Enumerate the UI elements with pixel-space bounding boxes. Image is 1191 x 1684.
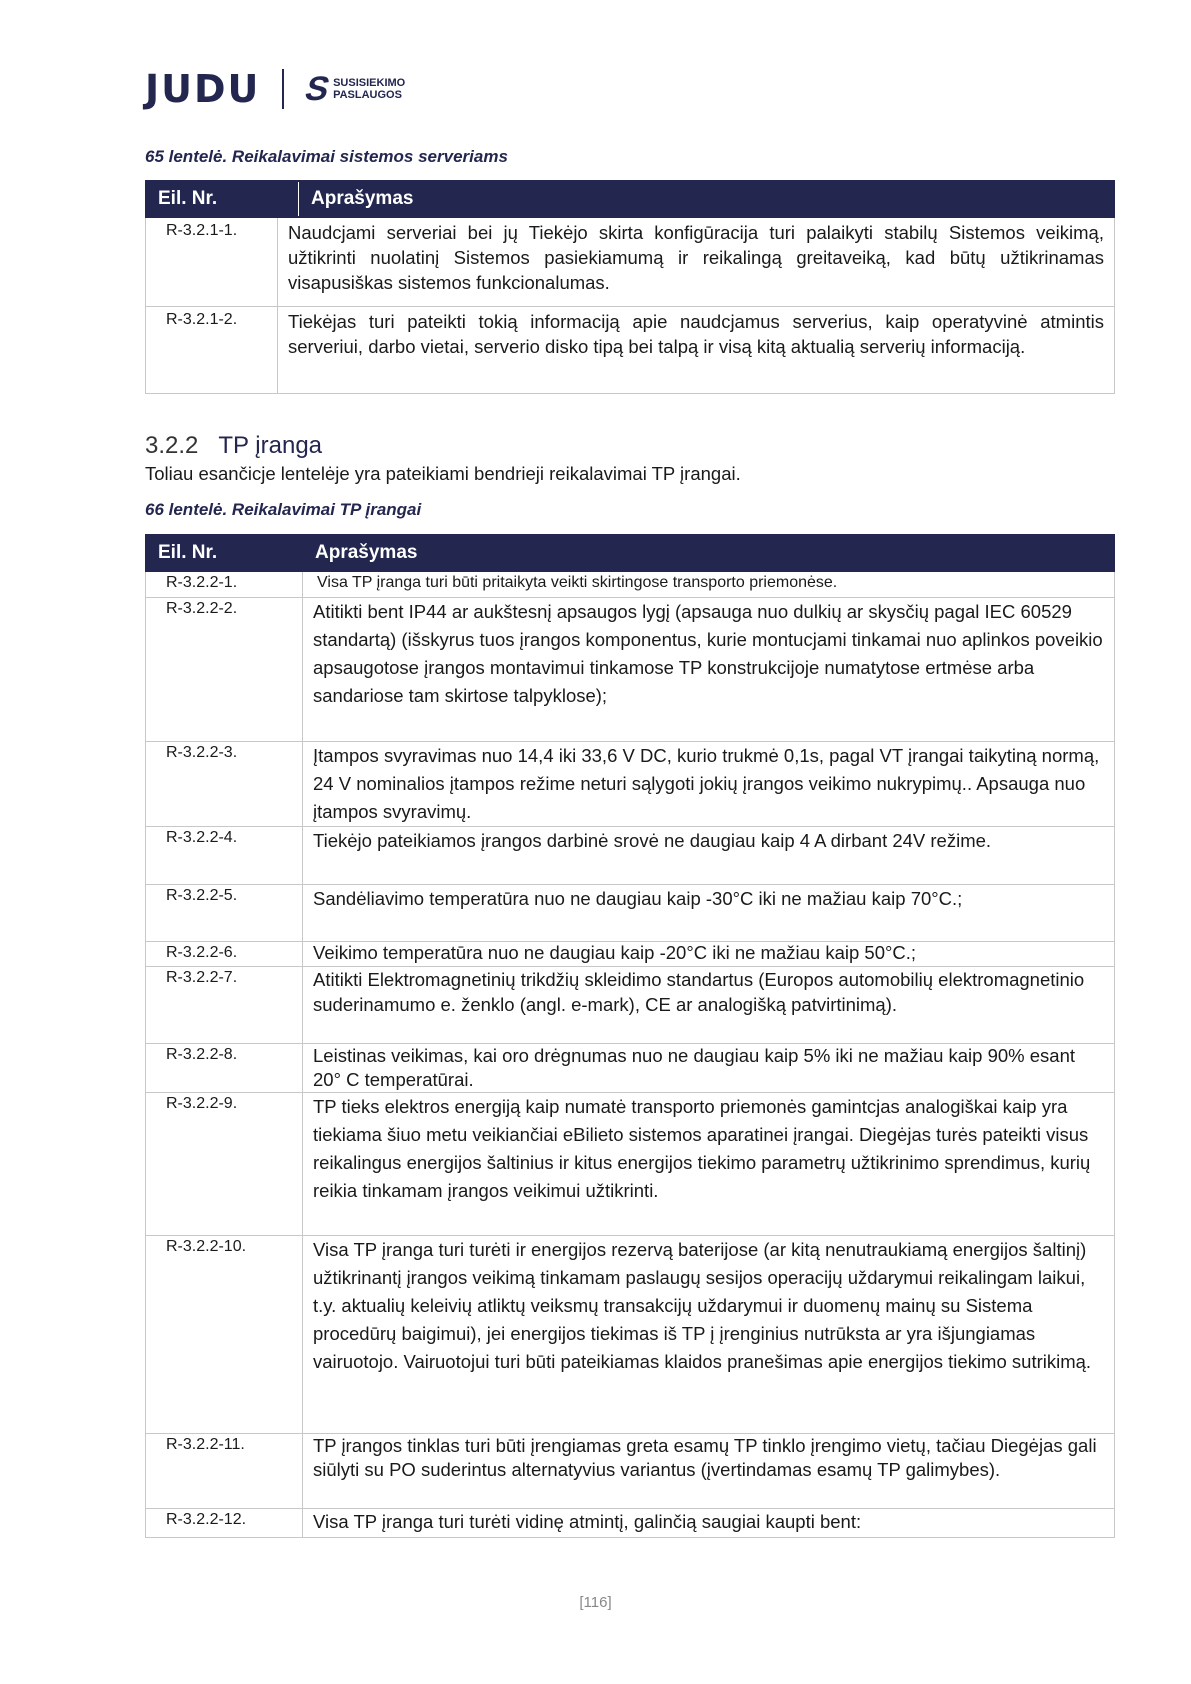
table-row — [146, 307, 1115, 394]
table-row — [146, 967, 1115, 1044]
row-id: R-3.2.1-1. — [146, 218, 278, 307]
row-id: R-3.2.2-9. — [146, 1093, 303, 1236]
section-intro: Toliau esančicje lentelėje yra pateikiami bendrieji reikalavimai TP įrangai. — [145, 463, 741, 484]
table-65-caption: 65 lentelė. Reikalavimai sistemos serveriams — [145, 147, 508, 166]
judu-logo: JUDU — [145, 67, 261, 111]
row-description: Tiekėjas turi pateikti tokią informaciją apie naudcjamus serverius, kaip operatyvinė atmintis serveriui, darbo vietai, serverio disko tipą bei talpą ir visą kitą aktualią serverių informaciją. — [278, 307, 1115, 394]
table-row — [146, 827, 1115, 885]
section-number: 3.2.2 — [145, 432, 199, 459]
column-header-description: Aprašymas — [298, 182, 413, 216]
table-row — [146, 1236, 1115, 1434]
table-65-header — [146, 181, 1115, 218]
row-description: Visa TP įranga turi turėti ir energijos rezervą baterijose (ar kitą nenutraukiamą energijos šaltinį) užtikrinantį įrangos veikimą tinkamam paslaugų sesijos operacijų uždarymui reikalingam laikui, t.y. aktualių keleivių atliktų veiksmų transakcijų uždarymui ir duomenų mainų su Sistema procedūrų baigimui), jei energijos tiekimas iš TP į įrenginius nutrūksta ar yra išjungiamas vairuotojo. Vairuotojui turi būti pateikiamas klaidos pranešimas apie energijos tiekimo sutrikimą. — [303, 1236, 1115, 1434]
row-description: Visa TP įranga turi turėti vidinę atmintį, galinčią saugiai kaupti bent: — [303, 1509, 1115, 1538]
table-66-caption: 66 lentelė. Reikalavimai TP įrangai — [145, 500, 422, 519]
table-row — [146, 1044, 1115, 1093]
row-description: Sandėliavimo temperatūra nuo ne daugiau kaip -30°C iki ne mažiau kaip 70°C.; — [303, 885, 1115, 942]
row-id: R-3.2.2-6. — [146, 942, 303, 967]
row-id: R-3.2.2-7. — [146, 967, 303, 1044]
table-row — [146, 598, 1115, 742]
row-description: Įtampos svyravimas nuo 14,4 iki 33,6 V DC, kurio trukmė 0,1s, pagal VT įrangai taikytiną normą, 24 V nominalios įtampos režime neturi sąlygoti jokių įrangos veikimo nukrypimų.. Apsauga nuo įtampos svyravimų. — [303, 742, 1115, 827]
row-id: R-3.2.1-2. — [146, 307, 278, 394]
section-heading — [145, 432, 322, 460]
row-id: R-3.2.2-1. — [146, 572, 303, 598]
logo-divider — [282, 69, 284, 109]
logo-line-2: PASLAUGOS — [333, 89, 402, 101]
table-row — [146, 1093, 1115, 1236]
table-66 — [145, 534, 1115, 1538]
section-title: TP įranga — [218, 432, 323, 459]
row-description: Tiekėjo pateikiamos įrangos darbinė srovė ne daugiau kaip 4 A dirbant 24V režime. — [303, 827, 1115, 885]
page-number: [116] — [579, 1594, 612, 1611]
column-header-id: Eil. Nr. — [158, 188, 218, 209]
row-id: R-3.2.2-3. — [146, 742, 303, 827]
table-row — [146, 218, 1115, 307]
row-description: TP tieks elektros energiją kaip numatė transporto priemonės gamintcjas analogiškai kaip yra tiekiama šiuo metu veikiančiai eBilieto sistemos aparatinei įrangai. Diegėjas turės pateikti visus reikalingus energijos šaltinius ir kitus energijos tiekimo parametrų užtikrinimo sprendimus, kurių reikia tinkamam įrangos veikimui užtikrinti. — [303, 1093, 1115, 1236]
row-id: R-3.2.2-11. — [146, 1434, 303, 1509]
column-header-id: Eil. Nr. — [146, 535, 303, 572]
ss-logo-icon: S — [301, 69, 335, 108]
row-description: Visa TP įranga turi būti pritaikyta veikti skirtingose transporto priemonėse. — [303, 572, 1115, 598]
table-row — [146, 1434, 1115, 1509]
row-id: R-3.2.2-4. — [146, 827, 303, 885]
header-logo — [145, 68, 405, 110]
logo-line-1: SUSISIEKIMO — [333, 77, 406, 89]
table-row — [146, 1509, 1115, 1538]
column-header-description: Aprašymas — [303, 535, 1115, 572]
row-description: Atitikti bent IP44 ar aukštesnį apsaugos lygį (apsauga nuo dulkių ar skysčių pagal IEC 60529 standartą) (išskyrus tuos įrangos komponentus, kurie montucjami tinkamai nuo aplinkos poveikio apsaugotose įrangos montavimui tinkamose TP konstrukcijoje numatytose ertmėse arba sandariose tam skirtose talpyklose); — [303, 598, 1115, 742]
row-description: Leistinas veikimas, kai oro drėgnumas nuo ne daugiau kaip 5% iki ne mažiau kaip 90% esant 20° C temperatūrai. — [303, 1044, 1115, 1093]
table-row — [146, 572, 1115, 598]
row-description: TP įrangos tinklas turi būti įrengiamas greta esamų TP tinklo įrengimo vietų, tačiau Diegėjas gali siūlyti su PO suderintus alternatyvius variantus (įvertindamas esamų TP galimybes). — [303, 1434, 1115, 1509]
row-id: R-3.2.2-2. — [146, 598, 303, 742]
row-description: Naudcjami serveriai bei jų Tiekėjo skirta konfigūracija turi palaikyti stabilų Sistemos veikimą, užtikrinti nuolatinį Sistemos pasiekiamumą ir reikalingą greitaveiką, kad būtų užtikrinamas visapusiškas sistemos funkcionalumas. — [278, 218, 1115, 307]
row-id: R-3.2.2-5. — [146, 885, 303, 942]
table-row — [146, 742, 1115, 827]
susisiekimo-paslaugos-logo — [301, 69, 406, 109]
table-row — [146, 885, 1115, 942]
table-row — [146, 942, 1115, 967]
row-description: Atitikti Elektromagnetinių trikdžių skleidimo standartus (Europos automobilių elektromagnetinio suderinamumo e. ženklo (angl. e-mark), CE ar analogišką patvirtinimą). — [303, 967, 1115, 1044]
row-description: Veikimo temperatūra nuo ne daugiau kaip -20°C iki ne mažiau kaip 50°C.; — [303, 942, 1115, 967]
row-id: R-3.2.2-8. — [146, 1044, 303, 1093]
table-65 — [145, 180, 1115, 394]
row-id: R-3.2.2-12. — [146, 1509, 303, 1538]
row-id: R-3.2.2-10. — [146, 1236, 303, 1434]
